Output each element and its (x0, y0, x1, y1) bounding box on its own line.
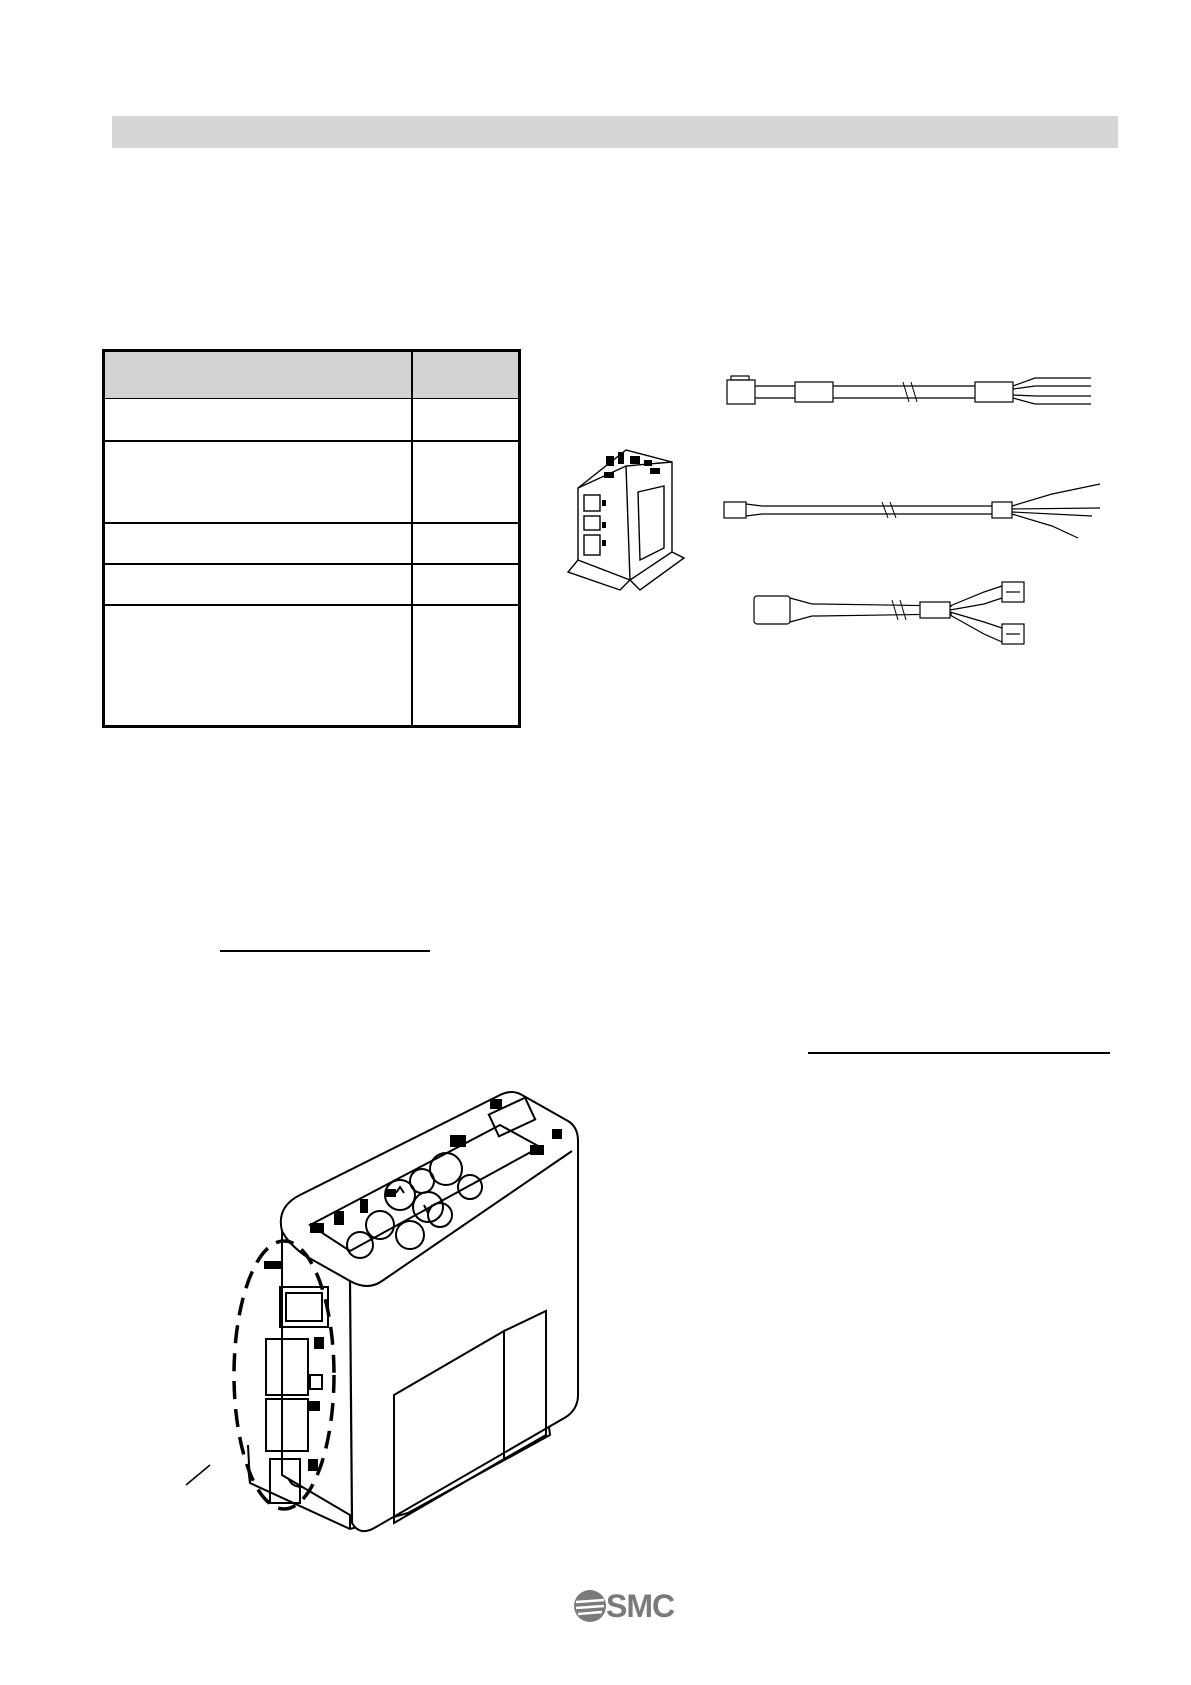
cable-1-figure (725, 372, 1105, 412)
row-divider (105, 440, 518, 442)
controller-small-figure (560, 440, 690, 600)
section-header-bar (112, 116, 1118, 148)
smc-logo-text: SMC (606, 1588, 675, 1624)
parts-table (102, 349, 521, 728)
column-divider (411, 352, 413, 725)
table-header (105, 352, 518, 399)
controller-large-figure (200, 1075, 610, 1555)
row-divider (105, 604, 518, 606)
text-underline (808, 1052, 1110, 1054)
row-divider (105, 563, 518, 565)
smc-logo (572, 1588, 675, 1624)
cable-2-figure (722, 480, 1112, 540)
cable-3-figure (752, 582, 1062, 652)
text-underline (220, 950, 430, 952)
row-divider (105, 522, 518, 524)
